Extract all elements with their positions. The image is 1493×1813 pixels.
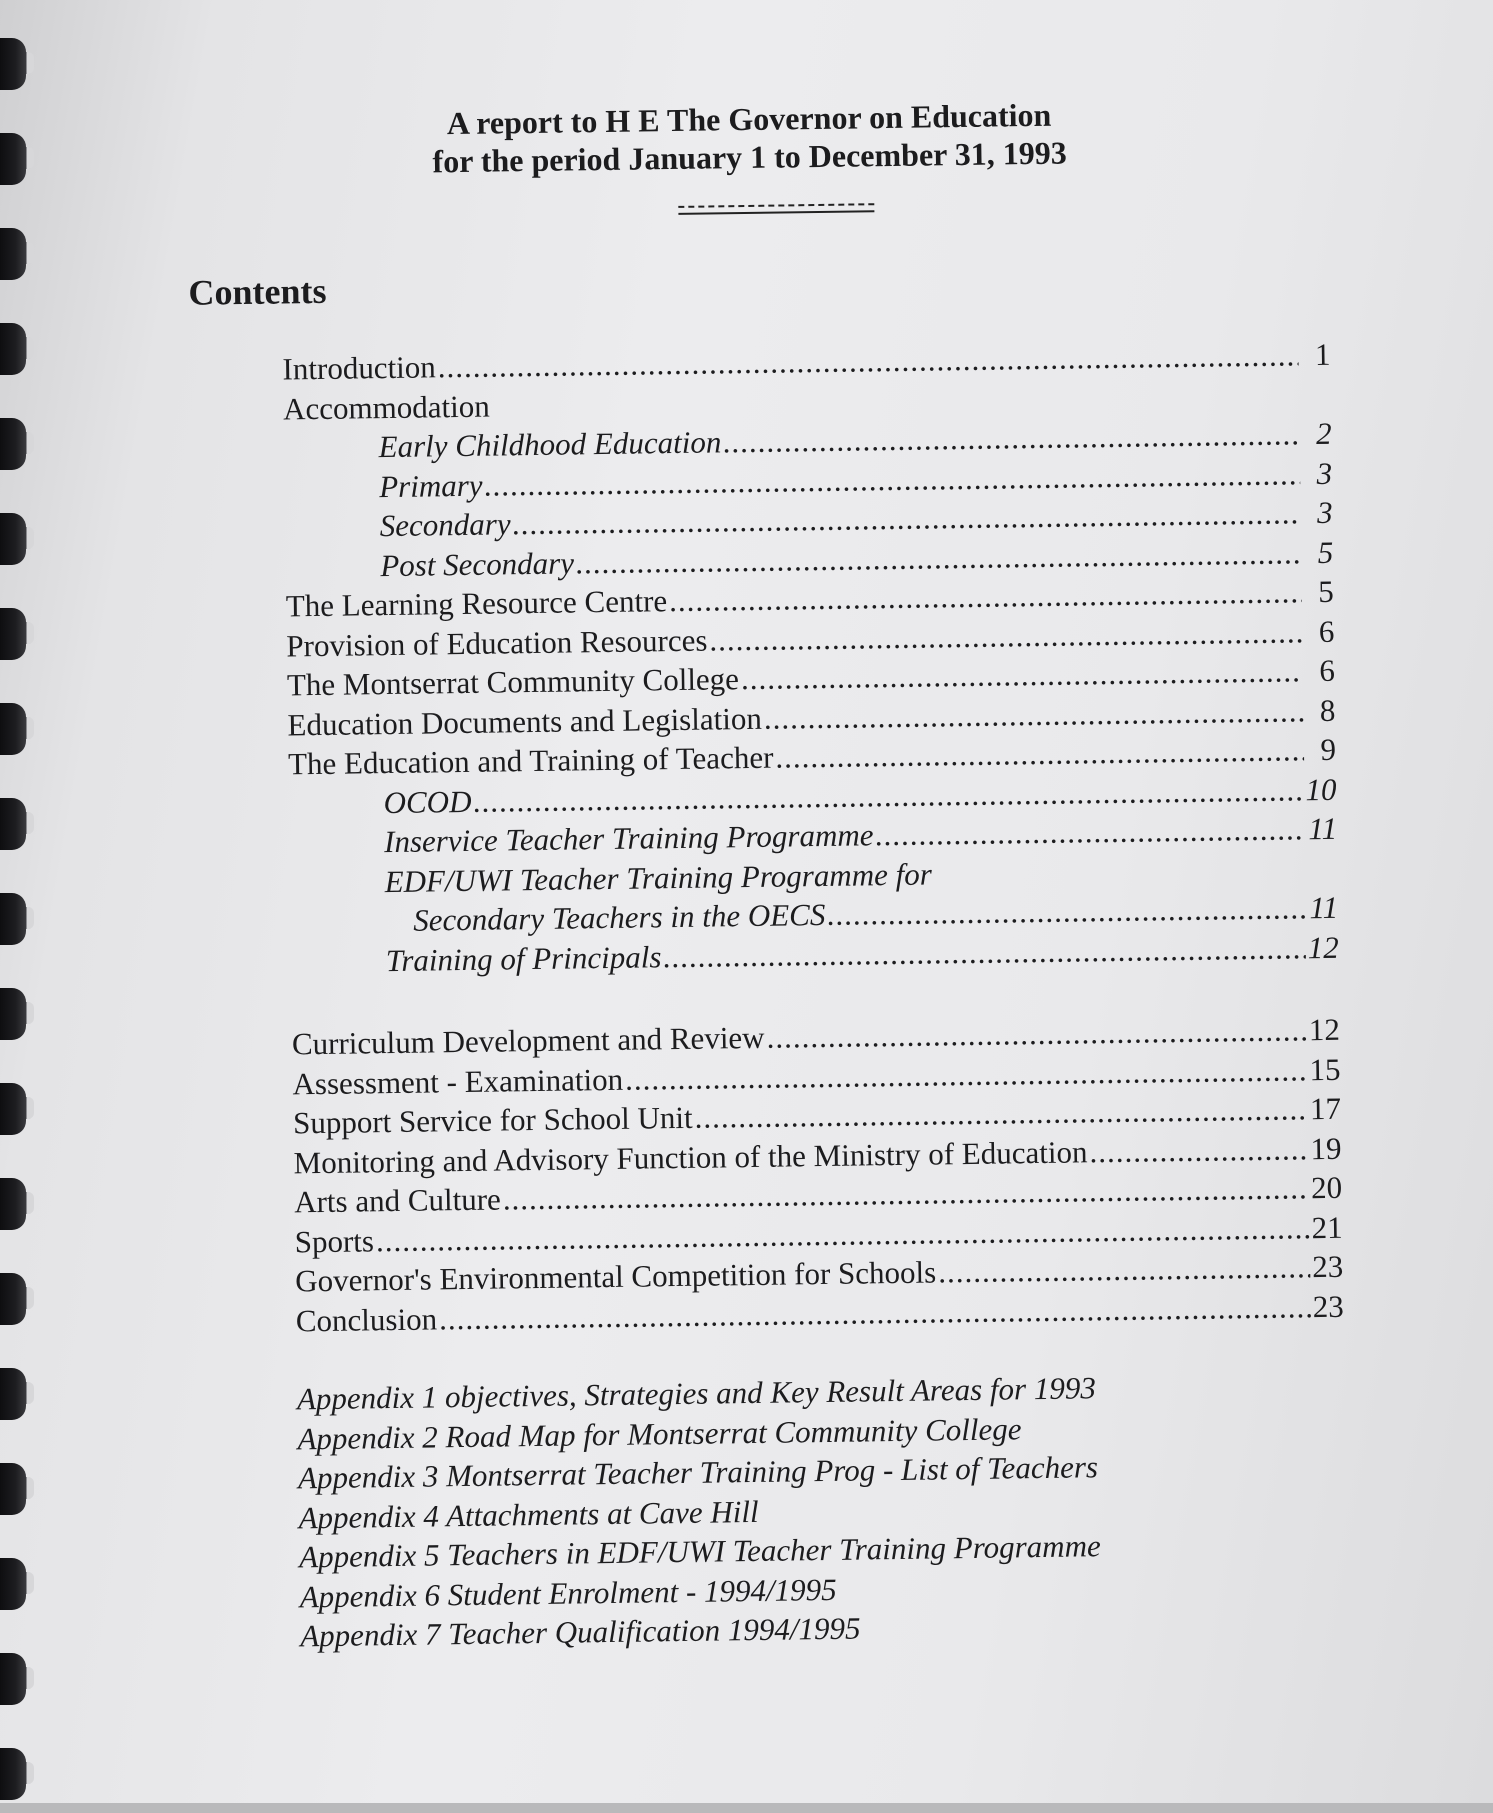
report-title-line-1: A report to H E The Governor on Education <box>369 95 1129 144</box>
appendix-list <box>297 1370 1102 1658</box>
toc-page-number: 12 <box>1309 1012 1340 1048</box>
toc-entry-title: Conclusion <box>296 1301 438 1339</box>
toc-page-number: 19 <box>1310 1130 1341 1166</box>
toc-entry-title: Governor's Environmental Competition for Schools <box>295 1254 936 1299</box>
toc-entry-title: Accommodation <box>283 388 490 427</box>
toc-leader-dots <box>741 653 1303 697</box>
toc-page-number: 2 <box>1301 416 1331 452</box>
toc-entry-title: Secondary <box>379 506 510 544</box>
table-of-contents <box>282 337 1344 1343</box>
toc-page-number: 17 <box>1310 1091 1341 1127</box>
toc-leader-dots <box>827 890 1306 933</box>
toc-entry-title: Assessment - Examination <box>292 1061 623 1102</box>
contents-heading: Contents <box>188 270 327 314</box>
toc-leader-dots <box>663 930 1306 975</box>
toc-leader-dots <box>934 879 1306 884</box>
report-title <box>369 95 1130 182</box>
report-title-line-2: for the period January 1 to December 31, 1993 <box>369 133 1129 182</box>
toc-page-number: 20 <box>1311 1170 1342 1206</box>
toc-page-number: 11 <box>1308 890 1338 926</box>
toc-entry-title: The Learning Resource Centre <box>286 583 668 624</box>
toc-page-number: 10 <box>1305 771 1336 807</box>
toc-entry-title: Curriculum Development and Review <box>292 1020 765 1063</box>
appendix-item: Appendix 4 Attachments at Cave Hill <box>298 1489 1100 1540</box>
toc-entry-title: EDF/UWI Teacher Training Programme for <box>384 856 932 900</box>
toc-leader-dots <box>1089 1131 1309 1170</box>
toc-entry-title: Secondary Teachers in the OECS <box>413 897 826 939</box>
toc-leader-dots <box>694 1091 1308 1136</box>
toc-page-number: 9 <box>1306 732 1336 768</box>
toc-leader-dots <box>875 811 1305 853</box>
appendix-item: Appendix 3 Montserrat Teacher Training Prog - List of Teachers <box>298 1449 1100 1500</box>
toc-page-number: 23 <box>1312 1288 1343 1324</box>
appendix-item: Appendix 7 Teacher Qualification 1994/1995 <box>300 1607 1102 1658</box>
toc-entry-title: The Education and Training of Teacher <box>288 740 774 783</box>
toc-page-number: 5 <box>1304 574 1334 610</box>
toc-leader-dots <box>709 614 1302 658</box>
toc-entry-title: Education Documents and Legislation <box>287 700 762 743</box>
toc-page-number: 12 <box>1307 929 1338 965</box>
title-underline <box>678 203 874 215</box>
toc-page-number: 11 <box>1307 811 1337 847</box>
toc-entry-title: Support Service for School Unit <box>293 1100 693 1142</box>
toc-entry-title: Inservice Teacher Training Programme <box>384 817 874 860</box>
toc-page-number: 1 <box>1300 337 1330 373</box>
toc-entry-title: Sports <box>294 1223 374 1260</box>
toc-entry-title: Post Secondary <box>380 545 574 584</box>
toc-leader-dots <box>669 574 1302 619</box>
appendix-item: Appendix 1 objectives, Strategies and Key Result Areas for 1993 <box>297 1370 1099 1421</box>
toc-leader-dots <box>766 1012 1307 1056</box>
toc-page-number: 5 <box>1303 534 1333 570</box>
toc-leader-dots <box>764 693 1304 737</box>
toc-page-number: 23 <box>1312 1249 1343 1285</box>
toc-leader-dots <box>775 732 1304 775</box>
toc-entry-title: Early Childhood Education <box>378 424 721 465</box>
toc-entry-title: Provision of Education Resources <box>286 622 707 664</box>
toc-entry-title: Monitoring and Advisory Function of the Ministry of Education <box>293 1134 1087 1181</box>
toc-page-number: 3 <box>1302 455 1332 491</box>
toc-entry-title: OCOD <box>383 783 471 820</box>
toc-page-number: 15 <box>1309 1051 1340 1087</box>
toc-page-number: 8 <box>1305 692 1335 728</box>
toc-leader-dots <box>723 416 1300 460</box>
toc-entry-title: The Montserrat Community College <box>287 661 739 703</box>
toc-leader-dots <box>938 1249 1310 1290</box>
toc-page-number: 3 <box>1302 495 1332 531</box>
toc-leader-dots <box>492 405 1299 416</box>
toc-page-number: 21 <box>1311 1209 1342 1245</box>
toc-entry-title: Training of Principals <box>386 939 662 979</box>
toc-entry-title: Primary <box>379 467 483 504</box>
appendix-item: Appendix 6 Student Enrolment - 1994/1995 <box>299 1568 1101 1619</box>
toc-entry-title: Introduction <box>282 349 436 387</box>
toc-page-number: 6 <box>1304 613 1334 649</box>
appendix-item: Appendix 5 Teachers in EDF/UWI Teacher Training Programme <box>299 1528 1101 1579</box>
toc-entry-title: Arts and Culture <box>294 1182 501 1221</box>
toc-page-number: 6 <box>1305 653 1335 689</box>
appendix-item: Appendix 2 Road Map for Montserrat Community College <box>297 1410 1099 1461</box>
